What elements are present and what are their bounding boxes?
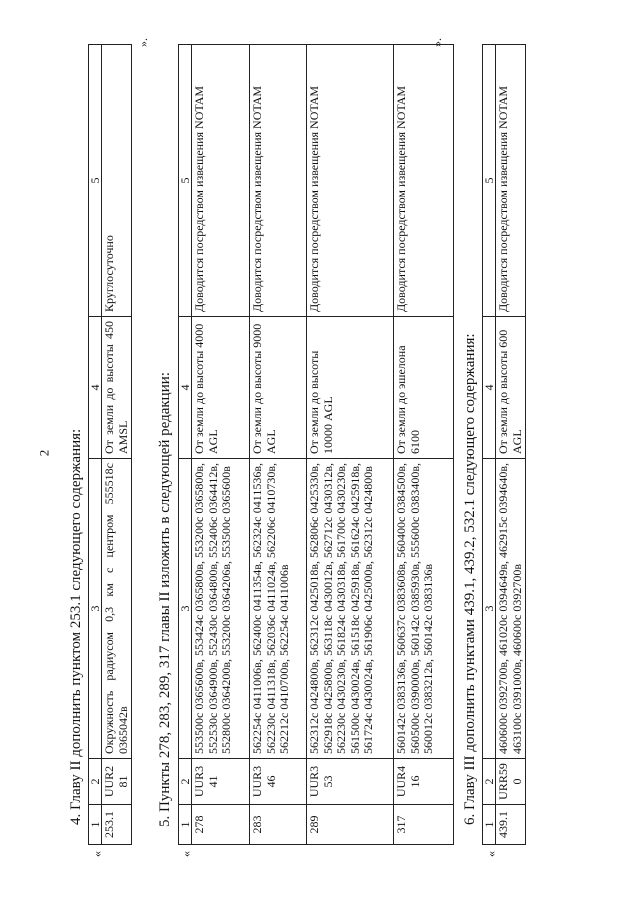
header-cell: 4 (89, 317, 102, 459)
header-cell: 5 (179, 45, 192, 317)
table-header-row (179, 45, 192, 845)
section4-table (88, 44, 132, 845)
zone-code: UUR346 (250, 759, 307, 805)
section6-table (482, 44, 526, 845)
page-number: 2 (36, 449, 51, 457)
section5-table (178, 44, 454, 845)
header-cell: 1 (179, 805, 192, 845)
section5-open-quote: « (179, 851, 193, 857)
table-row (496, 45, 526, 845)
zone-mode: Круглосуточно (102, 45, 132, 317)
zone-mode: Доводится посредством извещения NOTAM (307, 45, 394, 317)
item-number: 278 (192, 805, 250, 845)
header-cell: 2 (483, 759, 496, 805)
zone-coordinates: 562312с 0424800в, 562312с 0425018в, 562806с 0425330в, 562918с 0425800в, 563118с 0430012в, 562712с 0430312в, 562230с 0430230в, 561824с 0430318в, 561700с 0430230в, 561500с 0430024в, 561518с 0425918в, 561624с 0425918в, 561724с 0430024в, 561906с 0425000в, 562312с 0424800в (307, 459, 394, 759)
zone-mode: Доводится посредством извещения NOTAM (394, 45, 454, 317)
zone-height: От земли до эшелона 6100 (394, 317, 454, 459)
item-number: 253.1 (102, 805, 132, 845)
header-cell: 2 (179, 759, 192, 805)
header-cell: 2 (89, 759, 102, 805)
zone-height: От земли до высоты 4000 AGL (192, 317, 250, 459)
section5-close-quote: ». (430, 38, 444, 47)
table-row (307, 45, 394, 845)
section4-heading: 4. Главу II дополнить пунктом 253.1 следующего содержания: (68, 428, 84, 825)
section6-open-quote: « (484, 851, 498, 857)
item-number: 283 (250, 805, 307, 845)
section4-open-quote: « (90, 851, 104, 857)
header-cell: 3 (483, 459, 496, 759)
zone-height: От земли до высоты 9000 AGL (250, 317, 307, 459)
header-cell: 3 (179, 459, 192, 759)
zone-code: URR590 (496, 759, 526, 805)
item-number: 317 (394, 805, 454, 845)
zone-code: UUR341 (192, 759, 250, 805)
zone-coordinates: 560142с 0383136в, 560637с 0383608в, 560400с 0384500в, 560500с 0390000в, 560142с 0385930в, 555600с 0383400в, 560012с 0383212в, 560142с 0383136в (394, 459, 454, 759)
header-cell: 3 (89, 459, 102, 759)
section5-heading: 5. Пункты 278, 283, 289, 317 главы II изложить в следующей редакции: (157, 372, 173, 827)
header-cell: 1 (483, 805, 496, 845)
zone-mode: Доводится посредством извещения NOTAM (496, 45, 526, 317)
header-cell: 5 (483, 45, 496, 317)
zone-code: UUR281 (102, 759, 132, 805)
item-number: 289 (307, 805, 394, 845)
item-number: 439.1 (496, 805, 526, 845)
zone-coordinates: 562254с 0411006в, 562400с 0411354в, 562324с 0411536в, 562230с 0411318в, 562036с 0411024в, 562206с 0410730в, 562212с 0410700в, 562254с 0411006в (250, 459, 307, 759)
section4-close-quote: ». (136, 38, 150, 47)
zone-mode: Доводится посредством извещения NOTAM (192, 45, 250, 317)
table-row (102, 45, 132, 845)
header-cell: 1 (89, 805, 102, 845)
section6-heading: 6. Главу III дополнить пунктами 439.1, 439.2, 532.1 следующего содержания: (462, 333, 478, 825)
table-header-row (89, 45, 102, 845)
zone-coordinates: 460600с 0392700в, 461020с 0394649в, 462915с 0394640в, 463100с 0391000в, 460600с 0392700в (496, 459, 526, 759)
zone-height: От земли до высоты 450 AMSL (102, 317, 132, 459)
header-cell: 4 (483, 317, 496, 459)
zone-mode: Доводится посредством извещения NOTAM (250, 45, 307, 317)
zone-height: От земли до высоты 600 AGL (496, 317, 526, 459)
zone-coordinates: 553500с 0365600в, 553424с 0365800в, 553200с 0365800в, 552530с 0364900в, 552430с 0364800в, 552406с 0364412в, 552800с 0364200в, 553200с 0364206в, 553500с 0365600в (192, 459, 250, 759)
zone-code: UUR416 (394, 759, 454, 805)
header-cell: 4 (179, 317, 192, 459)
table-header-row (483, 45, 496, 845)
zone-coordinates: Окружность радиусом 0,3 км с центром 555518с 0365042в (102, 459, 132, 759)
zone-height: От земли до высоты 10000 AGL (307, 317, 394, 459)
table-row (192, 45, 250, 845)
table-row (394, 45, 454, 845)
table-row (250, 45, 307, 845)
zone-code: UUR353 (307, 759, 394, 805)
header-cell: 5 (89, 45, 102, 317)
